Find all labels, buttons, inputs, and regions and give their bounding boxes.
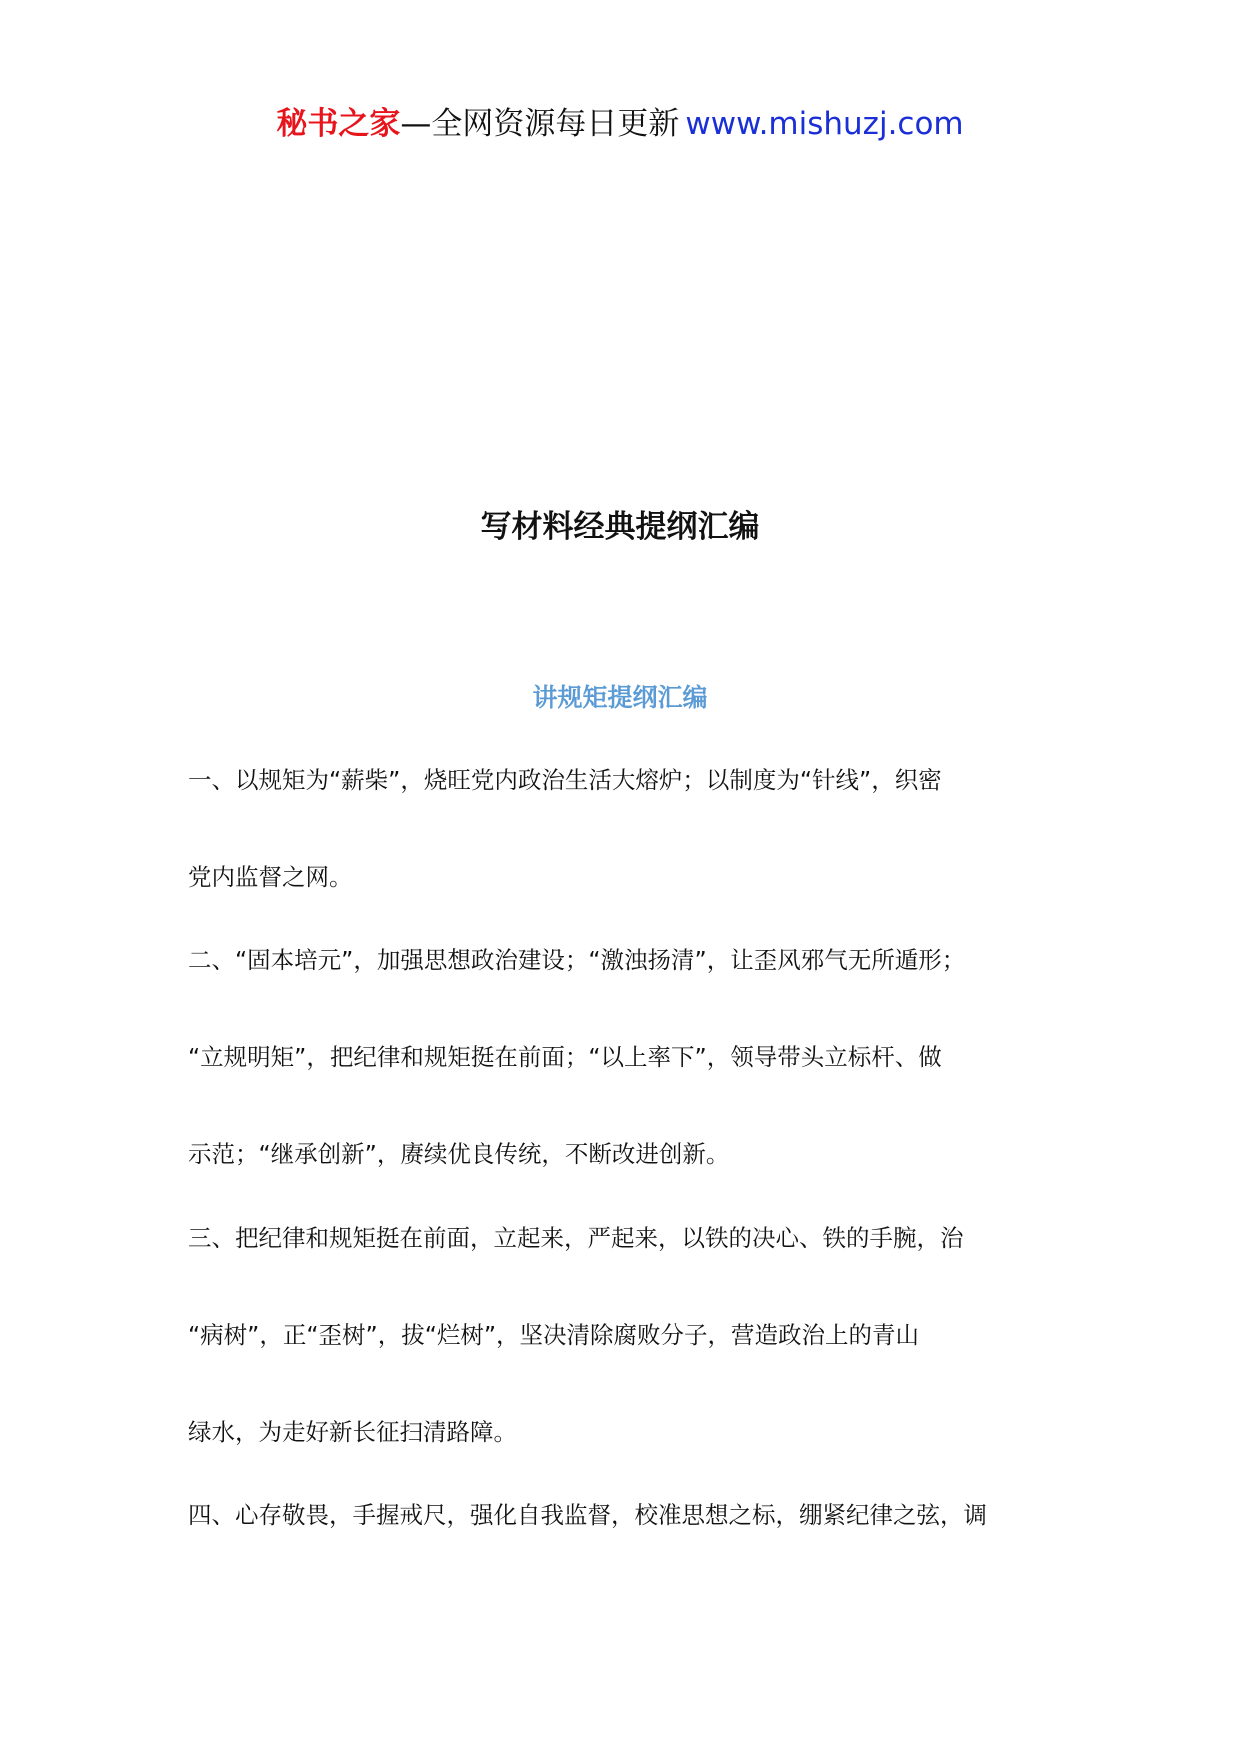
body-line: 一、以规矩为“薪柴”，烧旺党内政治生活大熔炉；以制度为“针线”，织密 [188, 766, 942, 794]
body-line: 三、把纪律和规矩挺在前面，立起来，严起来，以铁的决心、铁的手腕，治 [188, 1224, 964, 1252]
body-line: “立规明矩”，把纪律和规矩挺在前面；“以上率下”，领导带头立标杆、做 [188, 1043, 942, 1071]
body-line: 党内监督之网。 [188, 863, 353, 891]
body-line: 示范；“继承创新”，赓续优良传统，不断改进创新。 [188, 1140, 730, 1168]
body-line: 二、“固本培元”，加强思想政治建设；“激浊扬清”，让歪风邪气无所遁形； [188, 946, 966, 974]
body-line: 四、心存敬畏，手握戒尺，强化自我监督，校准思想之标，绷紧纪律之弦，调 [188, 1501, 987, 1529]
body-line: 绿水，为走好新长征扫清路障。 [188, 1418, 517, 1446]
section-heading: 讲规矩提纲汇编 [532, 683, 708, 712]
document-title: 写材料经典提纲汇编 [480, 509, 760, 545]
brand-name: 秘书之家 [276, 106, 401, 142]
body-line: “病树”，正“歪树”，拔“烂树”，坚决清除腐败分子，营造政治上的青山 [188, 1321, 920, 1349]
site-url-link[interactable]: www.mishuzj.com [685, 106, 964, 142]
site-tagline: —全网资源每日更新 [400, 106, 680, 142]
site-header [0, 102, 1240, 146]
